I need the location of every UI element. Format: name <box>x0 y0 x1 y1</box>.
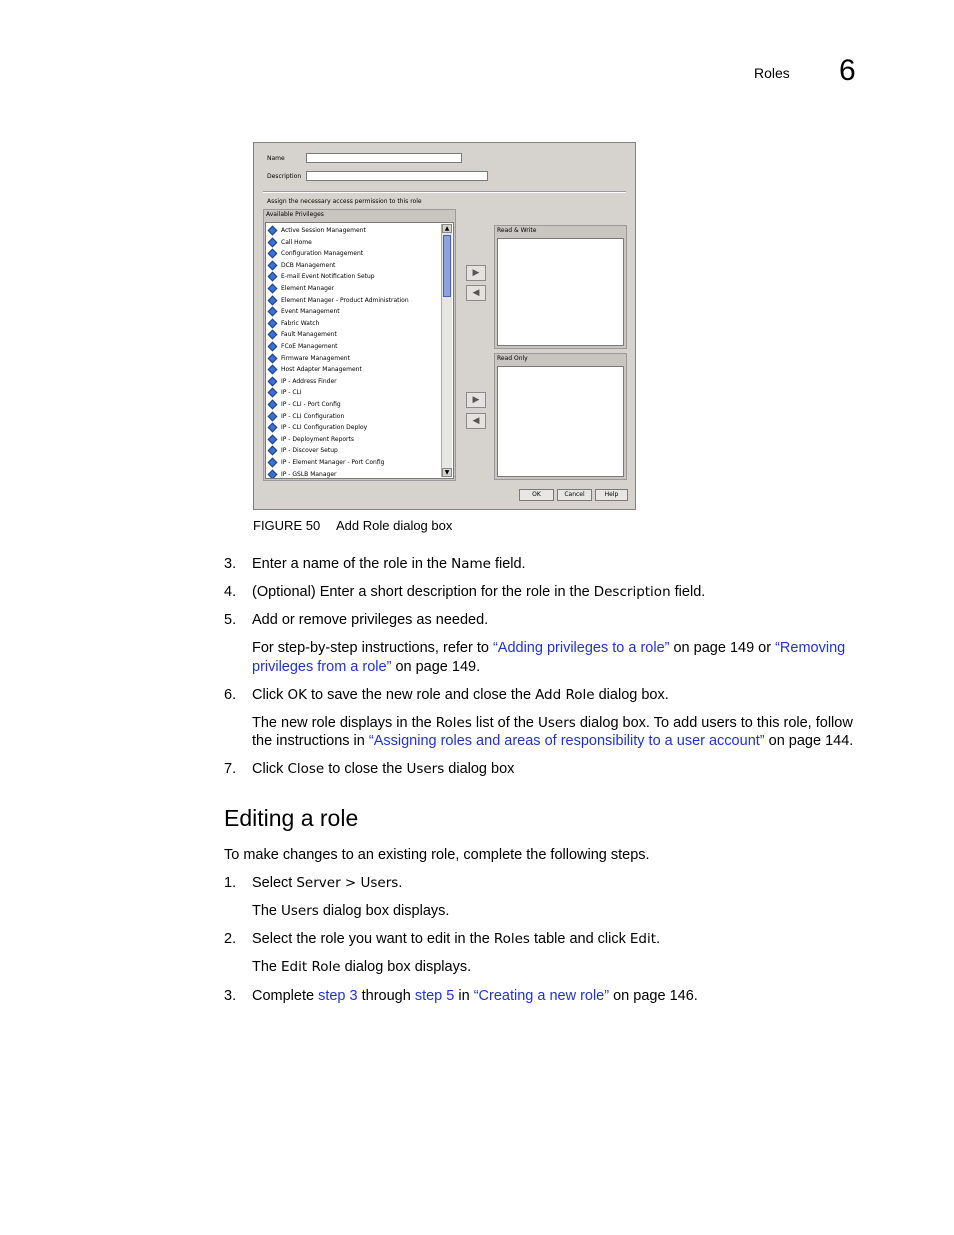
privilege-item[interactable] <box>268 469 337 479</box>
privilege-label: IP - Address Finder <box>281 377 337 385</box>
privilege-label: FCoE Management <box>281 343 338 350</box>
removing-privileges-link-cont[interactable]: privileges from a role” <box>252 659 392 675</box>
divider <box>263 191 626 193</box>
edit-step-2-note: The Edit Role dialog box displays. <box>252 959 472 975</box>
privilege-item[interactable] <box>268 225 366 236</box>
header-chapter-number: 6 <box>839 54 856 87</box>
privilege-label: IP - GSLB Manager <box>281 470 337 478</box>
privilege-label: IP - CLI Configuration Deploy <box>281 424 368 432</box>
step-number: 4. <box>224 584 237 600</box>
section-heading: Editing a role <box>224 805 359 831</box>
read-write-title: Read & Write <box>497 227 537 234</box>
privilege-item[interactable] <box>268 329 337 340</box>
scroll-down-icon[interactable]: ▼ <box>442 468 452 477</box>
description-field[interactable] <box>306 171 488 181</box>
privilege-diamond-icon <box>268 388 278 398</box>
step-3-link[interactable]: step 3 <box>318 988 358 1004</box>
help-button[interactable]: Help <box>595 489 628 501</box>
arrow-right-icon: ▶ <box>472 268 480 278</box>
add-read-only-button[interactable] <box>466 392 486 408</box>
privilege-diamond-icon <box>268 307 278 317</box>
privilege-diamond-icon <box>268 330 278 340</box>
assigning-roles-link[interactable]: “Assigning roles and areas of responsibility to a user account” <box>368 733 765 749</box>
figure-number: FIGURE 50 <box>253 518 321 533</box>
privilege-label: Event Management <box>281 308 340 316</box>
privilege-label: Configuration Management <box>281 250 364 258</box>
privilege-label: Host Adapter Management <box>281 366 362 374</box>
read-only-title: Read Only <box>497 355 528 362</box>
privilege-label: E-mail Event Notification Setup <box>281 273 375 281</box>
step-4-text: (Optional) Enter a short description for the role in the Description field. <box>252 584 706 600</box>
ok-button[interactable]: OK <box>519 489 554 501</box>
creating-new-role-link[interactable]: “Creating a new role” <box>473 988 610 1004</box>
privilege-diamond-icon <box>268 237 278 247</box>
name-field[interactable] <box>306 153 462 163</box>
step-number: 1. <box>224 875 237 891</box>
privilege-diamond-icon <box>268 226 278 236</box>
step-6-text: Click OK to save the new role and close the Add Role dialog box. <box>252 687 669 703</box>
privilege-item[interactable] <box>268 248 363 259</box>
privilege-diamond-icon <box>268 469 278 479</box>
privilege-diamond-icon <box>268 458 278 468</box>
add-role-dialog <box>253 142 636 510</box>
arrow-right-icon: ▶ <box>472 395 480 405</box>
privilege-item[interactable] <box>268 422 367 433</box>
step-5-note-line1: For step-by-step instructions, refer to “Adding privileges to a role” on page 149 or “Removing <box>252 640 846 656</box>
privilege-diamond-icon <box>268 342 278 352</box>
scroll-up-icon[interactable]: ▲ <box>442 224 452 233</box>
privilege-label: Active Session Management <box>281 227 366 234</box>
step-6-note-line1: The new role displays in the Roles list of the Users dialog box. To add users to this role, follow <box>252 715 853 731</box>
privilege-diamond-icon <box>268 249 278 259</box>
read-write-panel <box>494 225 627 349</box>
privilege-label: DCB Management <box>281 261 336 269</box>
privileges-scrollbar[interactable] <box>441 224 452 477</box>
arrow-left-icon: ◀ <box>472 416 480 426</box>
privilege-item[interactable] <box>268 271 375 282</box>
privilege-label: IP - CLI Configuration <box>281 412 345 420</box>
privilege-diamond-icon <box>268 272 278 282</box>
step-5-text: Add or remove privileges as needed. <box>252 612 489 628</box>
privilege-diamond-icon <box>268 260 278 270</box>
step-7-text: Click Close to close the Users dialog box <box>252 761 515 777</box>
privilege-diamond-icon <box>268 353 278 363</box>
privilege-label: Fabric Watch <box>281 319 320 327</box>
step-number: 2. <box>224 931 237 947</box>
section-intro: To make changes to an existing role, complete the following steps. <box>224 847 650 863</box>
privilege-item[interactable] <box>268 399 341 410</box>
privileges-list[interactable] <box>265 222 454 479</box>
instruction-text: Assign the necessary access permission to this role <box>267 198 422 205</box>
privilege-label: IP - Discover Setup <box>281 447 338 455</box>
privilege-diamond-icon <box>268 376 278 386</box>
read-only-panel <box>494 353 627 480</box>
header-section-title: Roles <box>754 65 790 81</box>
step-5-note-line2: privileges from a role” on page 149. <box>252 659 481 675</box>
privilege-label: IP - CLI <box>281 389 302 397</box>
removing-privileges-link[interactable]: “Removing <box>775 640 846 656</box>
privilege-diamond-icon <box>268 423 278 433</box>
privilege-item[interactable] <box>268 295 409 306</box>
step-number: 3. <box>224 988 237 1004</box>
privilege-diamond-icon <box>268 365 278 375</box>
read-only-list[interactable] <box>497 366 624 477</box>
privilege-diamond-icon <box>268 446 278 456</box>
remove-read-write-button[interactable] <box>466 285 486 301</box>
privilege-label: IP - CLI - Port Config <box>281 401 341 408</box>
privilege-label: Fault Management <box>281 331 337 339</box>
privilege-item[interactable] <box>268 260 335 271</box>
privilege-item[interactable] <box>268 376 337 387</box>
privilege-item[interactable] <box>268 237 312 248</box>
step-6-note-line2: the instructions in “Assigning roles and areas of responsibility to a user account” on page 144. <box>252 733 854 749</box>
step-5-link[interactable]: step 5 <box>414 988 455 1004</box>
privilege-item[interactable] <box>268 411 344 422</box>
privilege-item[interactable] <box>268 318 319 329</box>
privilege-diamond-icon <box>268 295 278 305</box>
add-read-write-button[interactable] <box>466 265 486 281</box>
edit-step-1-text: Select Server > Users. <box>252 875 403 891</box>
scroll-thumb[interactable] <box>443 235 451 297</box>
privilege-label: IP - Deployment Reports <box>281 435 354 443</box>
step-number: 5. <box>224 612 237 628</box>
edit-step-2-text: Select the role you want to edit in the Roles table and click Edit. <box>252 931 661 947</box>
arrow-left-icon: ◀ <box>472 288 480 298</box>
step-3-text: Enter a name of the role in the Name field. <box>252 556 526 572</box>
privilege-item[interactable] <box>268 353 350 364</box>
privilege-item[interactable] <box>268 457 384 468</box>
privilege-item[interactable] <box>268 341 338 352</box>
step-number: 7. <box>224 761 237 777</box>
privilege-label: IP - Element Manager - Port Config <box>281 459 385 466</box>
step-number: 6. <box>224 687 237 703</box>
privilege-item[interactable] <box>268 283 334 294</box>
read-write-list[interactable] <box>497 238 624 346</box>
description-label: Description <box>267 173 302 180</box>
privilege-diamond-icon <box>268 411 278 421</box>
privilege-label: Firmware Management <box>281 354 350 362</box>
edit-step-3-text: Complete step 3 through step 5 in “Creating a new role” on page 146. <box>252 988 698 1004</box>
figure-title: Add Role dialog box <box>336 518 453 533</box>
privilege-item[interactable] <box>268 445 338 456</box>
available-privileges-panel <box>263 209 456 481</box>
adding-privileges-link[interactable]: “Adding privileges to a role” <box>492 640 670 656</box>
privilege-diamond-icon <box>268 284 278 294</box>
privilege-label: Element Manager <box>281 285 335 292</box>
name-label: Name <box>267 155 285 162</box>
step-number: 3. <box>224 556 237 572</box>
privilege-item[interactable] <box>268 306 340 317</box>
privilege-diamond-icon <box>268 318 278 328</box>
privilege-label: Call Home <box>281 238 312 246</box>
privilege-item[interactable] <box>268 364 362 375</box>
privilege-diamond-icon <box>268 400 278 410</box>
privilege-label: Element Manager - Product Administration <box>281 296 409 304</box>
privilege-item[interactable] <box>268 387 302 398</box>
privilege-item[interactable] <box>268 434 354 445</box>
privilege-diamond-icon <box>268 434 278 444</box>
remove-read-only-button[interactable] <box>466 413 486 429</box>
edit-step-1-note: The Users dialog box displays. <box>252 903 450 919</box>
available-privileges-title: Available Privileges <box>266 211 324 218</box>
cancel-button[interactable]: Cancel <box>557 489 592 501</box>
